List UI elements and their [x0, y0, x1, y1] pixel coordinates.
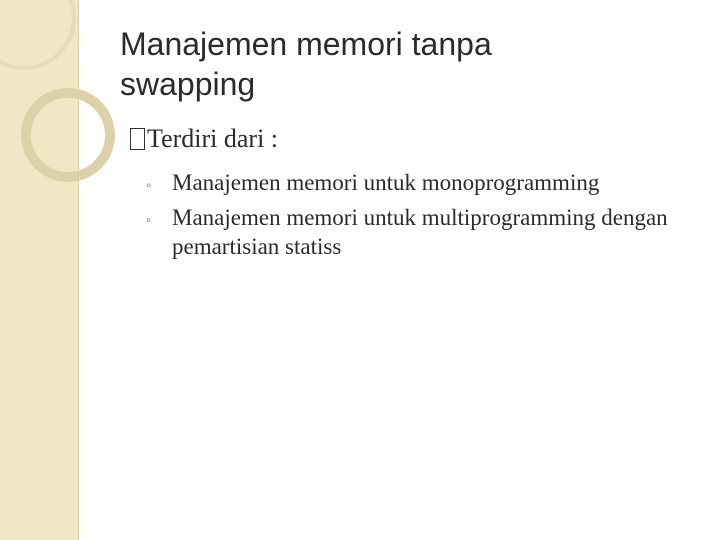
title-line-1: Manajemen memori tanpa	[120, 26, 492, 62]
sub-bullet-item	[146, 168, 710, 201]
bullet-label: Terdiri dari :	[147, 124, 279, 153]
side-panel-decoration	[0, 0, 79, 540]
sub-bullet-item	[146, 203, 710, 261]
title-line-2: swapping	[120, 66, 256, 102]
slide-body	[130, 122, 710, 263]
ring-bullet-icon: ◦	[146, 213, 152, 229]
missing-glyph-bullet-icon	[130, 128, 145, 150]
sub-bullet-text: Manajemen memori untuk monoprogramming	[172, 170, 600, 195]
sub-bullet-list	[146, 168, 710, 261]
sub-bullet-text: Manajemen memori untuk multiprogramming dengan pemartisian statiss	[172, 205, 668, 259]
bullet-item	[130, 122, 710, 156]
slide-title	[120, 24, 680, 104]
ring-bullet-icon: ◦	[146, 178, 152, 194]
